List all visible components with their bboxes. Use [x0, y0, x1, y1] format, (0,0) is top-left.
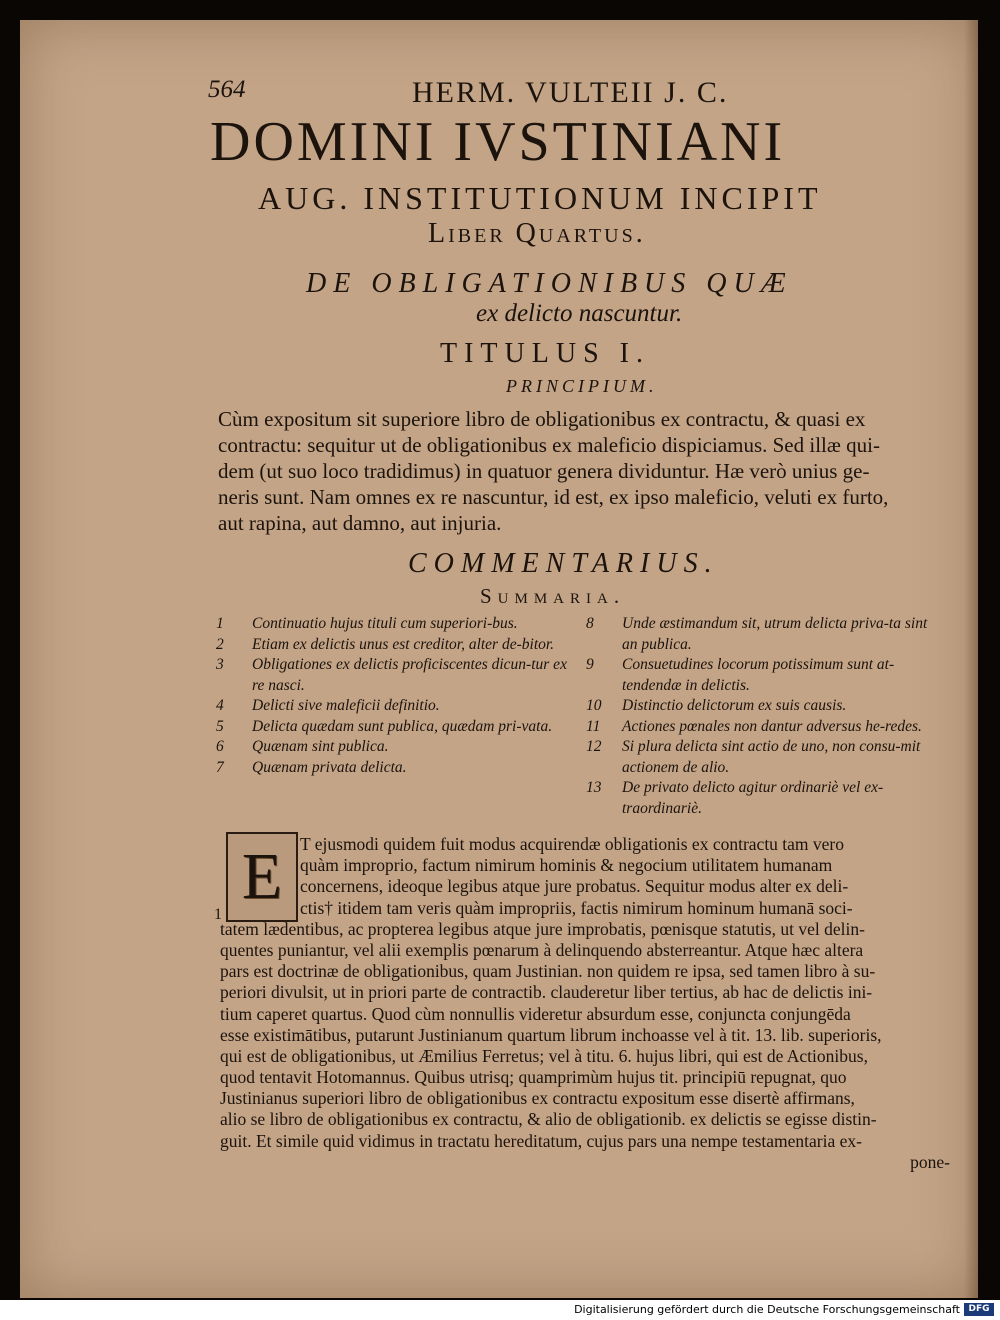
dfg-logo-icon: DFG [964, 1303, 994, 1316]
summary-number: 12 [586, 738, 602, 755]
summaria-left-column [216, 614, 576, 778]
summary-number: 1 [216, 615, 224, 632]
body-line: quàm improprio, factum nimirum hominis & negocium utilitatem humanam [300, 855, 833, 876]
body-line: ctis† itidem tam veris quàm impropriis, factis nimirum hominum humanā soci- [300, 897, 853, 918]
commentary-body [220, 834, 960, 1173]
summary-number: 7 [216, 758, 224, 776]
summary-item [586, 614, 946, 655]
summary-text: Actiones pœnales non dantur adversus he-redes. [622, 717, 922, 735]
commentarius-heading: COMMENTARIUS. [408, 548, 719, 579]
running-head: HERM. VULTEII J. C. [412, 76, 729, 109]
summary-item [216, 737, 576, 758]
section-subtitle: ex delicto nascuntur. [476, 300, 683, 327]
summary-number: 6 [216, 738, 224, 755]
summary-text: Delicti sive maleficii definitio. [252, 697, 440, 714]
summary-item [216, 655, 576, 696]
summary-item [586, 778, 946, 819]
summary-number: 3 [216, 656, 224, 673]
body-line: periori divulsit, ut in priori parte de contractib. clauderetur liber tertius, ab hac de delictis ini- [220, 982, 873, 1003]
body-line: Justinianus superiori libro de obligationibus ex contractu expositum esse disertè affirmans, [220, 1088, 855, 1109]
summary-number: 4 [216, 697, 224, 714]
title-line-1: DOMINI IVSTINIANI [210, 111, 786, 173]
summary-number: 8 [586, 615, 594, 632]
summary-text: De privato delicto agitur ordinariè vel ex-traordinariè. [622, 779, 884, 817]
summary-item [216, 696, 576, 717]
initial-letter: E [241, 840, 283, 913]
page-edge-shadow [964, 20, 978, 1298]
body-line: qui est de obligationibus, ut Æmilius Ferretus; vel à titu. 6. hujus libri, qui est de Actionibus, [220, 1045, 868, 1066]
summary-number: 13 [586, 779, 602, 796]
section-title: DE OBLIGATIONIBUS QUÆ [306, 268, 793, 299]
summary-number: 10 [586, 697, 602, 714]
body-line: T ejusmodi quidem fuit modus acquirendæ obligationis ex contractu tam vero [300, 834, 845, 854]
principium-line: contractu: sequitur ut de obligationibus ex maleficio dispiciamus. Sed illæ qui- [218, 433, 880, 457]
summary-text: Si plura delicta sint actio de uno, non consu-mit actionem de alio. [622, 738, 921, 776]
summary-item [586, 717, 946, 738]
body-line: quod tentavit Hotomannus. Quibus utrisq; quamprimùm hujus tit. principiū repugnat, quo [220, 1067, 847, 1088]
summaria-right-column [586, 614, 946, 819]
summary-item [586, 737, 946, 778]
summary-item [216, 635, 576, 656]
summary-text: Delicta quædam sunt publica, quædam pri-vata. [252, 717, 553, 735]
principium-line: neris sunt. Nam omnes ex re nascuntur, id est, ex ipso maleficio, veluti ex furto, [218, 485, 889, 509]
summary-text: Obligationes ex delictis proficiscentes dicun-tur ex re nasci. [252, 656, 567, 694]
summary-number: 5 [216, 717, 224, 735]
summaria-heading: Summaria. [480, 584, 626, 608]
principium-heading: PRINCIPIUM. [506, 376, 658, 396]
summary-text: Quænam sint publica. [252, 738, 389, 755]
body-line: guit. Et simile quid vidimus in tractatu hereditatum, cujus pars una nempe testamentaria ex- [220, 1130, 862, 1151]
body-line: tium caperet quartus. Quod cùm nonnullis videretur absurdum esse, conjuncta conjungēda [220, 1003, 851, 1024]
title-line-3: Liber Quartus. [428, 218, 646, 249]
body-line: tatem lædentibus, ac propterea legibus atque jure improbatis, pœnisque statutis, ut vel delin- [220, 918, 865, 939]
principium-text [218, 406, 958, 536]
footer-bar [0, 1300, 1000, 1320]
summary-text: Unde æstimandum sit, utrum delicta priva-ta sint an publica. [622, 615, 928, 653]
page-number: 564 [208, 76, 246, 103]
summary-text: Distinctio delictorum ex suis causis. [622, 697, 847, 714]
funding-credit: Digitalisierung gefördert durch die Deutsche Forschungsgemeinschaft [574, 1303, 960, 1316]
title-line-2: AUG. INSTITUTIONUM INCIPIT [258, 180, 822, 216]
principium-line: dem (ut suo loco tradidimus) in quatuor genera dividuntur. Hæ verò unius ge- [218, 459, 870, 483]
body-line: alio se libro de obligationibus ex contractu, & alio de obligationib. ex delictis se egisse distin- [220, 1109, 877, 1130]
margin-note-number: 1 [214, 906, 222, 923]
principium-line: aut rapina, aut damno, aut injuria. [218, 511, 502, 535]
body-line: concernens, ideoque legibus atque jure probatus. Sequitur modus alter ex deli- [300, 876, 849, 897]
summary-number: 9 [586, 656, 594, 673]
summary-number: 11 [586, 717, 601, 735]
principium-line: Cùm expositum sit superiore libro de obligationibus ex contractu, & quasi ex [218, 407, 866, 431]
body-line: esse existimātibus, putarunt Justinianum quartum librum inchoasse vel à tit. 13. lib. superioris, [220, 1024, 882, 1045]
summary-item [586, 696, 946, 717]
summary-item [216, 717, 576, 738]
summary-item [216, 614, 576, 635]
catchword: pone- [910, 1151, 950, 1172]
summary-item [586, 655, 946, 696]
summary-number: 2 [216, 635, 224, 653]
body-line: quentes puniantur, vel alii exemplis pœnarum à delinquendo absterreantur. Atque hæc altera [220, 939, 864, 960]
titulus-heading: TITULUS I. [440, 338, 650, 369]
summary-text: Continuatio hujus tituli cum superiori-bus. [252, 615, 518, 632]
summary-text: Quænam privata delicta. [252, 758, 407, 776]
body-line: pars est doctrinæ de obligationibus, quam Justinian. non quidem re ipsa, sed tamen libro à su- [220, 961, 876, 982]
summary-text: Consuetudines locorum potissimum sunt at-tendendæ in delictis. [622, 656, 895, 694]
summary-text: Etiam ex delictis unus est creditor, alter de-bitor. [252, 635, 555, 653]
summary-item [216, 758, 576, 779]
book-page [20, 20, 978, 1298]
